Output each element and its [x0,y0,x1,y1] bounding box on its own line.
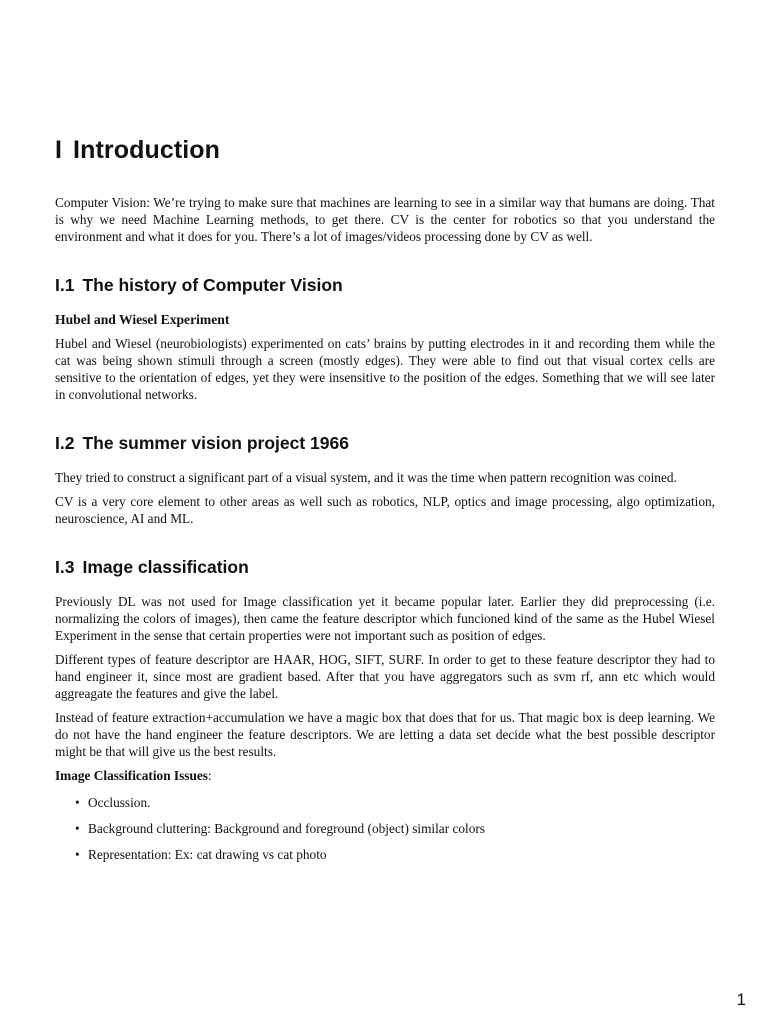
list-item-text: Occlussion. [88,795,151,810]
list-item [55,846,715,863]
section-number: I.1 [55,275,75,295]
page-number: 1 [736,990,746,1009]
paragraph-magic-box: Instead of feature extraction+accumulation we have a magic box that does that for us. That magic box is deep learning. We do not have the hand engineer the feature descriptors. We are letting a data set decide what the best possible descriptor might be that will give us the best results. [55,710,715,759]
list-item-text: Background cluttering: Background and foreground (object) similar colors [88,821,485,836]
section-heading-summer-vision [55,431,715,455]
intro-paragraph: Computer Vision: We’re trying to make sure that machines are learning to see in a similar way that humans are doing. That is why we need Machine Learning methods, to get there. CV is the center for robotics so that you understand the environment and what it does for you. There’s a lot of images/videos processing done by CV as well. [55,195,715,244]
issues-colon: : [207,768,212,783]
section-title: The summer vision project 1966 [82,433,349,453]
bullet-icon: • [75,847,80,862]
subheading-hubel-wiesel: Hubel and Wiesel Experiment [55,312,230,327]
section-number: I.3 [55,557,75,577]
list-item-text: Representation: Ex: cat drawing vs cat photo [88,847,327,862]
issues-heading [55,767,715,784]
section-heading-history [55,273,715,297]
issues-list [55,794,715,863]
paragraph-hubel-wiesel: Hubel and Wiesel (neurobiologists) experimented on cats’ brains by putting electrodes in it and recording them while the cat was being shown stimuli through a screen (mostly edges). They were able to find out that visual cortex cells are sensitive to the orientation of edges, yet they were insensitive to the position of the edges. Something that we will see later in convolutional networks. [55,336,715,402]
section-title: Image classification [82,557,249,577]
paragraph-feature-descriptors: Different types of feature descriptor are HAAR, HOG, SIFT, SURF. In order to get to these feature descriptor they had to hand engineer it, since most are gradient based. After that you have aggregators such as svm rf, ann etc which would aggreagate the features and give the label. [55,652,715,701]
list-item [55,794,715,811]
chapter-title-text: Introduction [73,136,221,164]
section-title: The history of Computer Vision [82,275,343,295]
bullet-icon: • [75,795,80,810]
paragraph-visual-system: They tried to construct a significant part of a visual system, and it was the time when pattern recognition was coined. [55,470,677,485]
chapter-number: I [55,136,63,164]
paragraph-previously-dl: Previously DL was not used for Image classification yet it became popular later. Earlier they did preprocessing (i.e. normalizing the colors of images), then came the feature descriptor which funcioned kind of the same as the Hubel Wiesel Experiment in the sense that certain properties were not important such as position of edges. [55,594,715,643]
section-number: I.2 [55,433,75,453]
paragraph-cv-core: CV is a very core element to other areas as well such as robotics, NLP, optics and image processing, algo optimization, neuroscience, AI and ML. [55,494,715,526]
list-item [55,820,715,837]
bullet-icon: • [75,821,80,836]
chapter-title [55,134,715,166]
section-heading-image-classification [55,555,715,579]
issues-label: Image Classification Issues [55,768,208,783]
page-content [55,134,715,872]
